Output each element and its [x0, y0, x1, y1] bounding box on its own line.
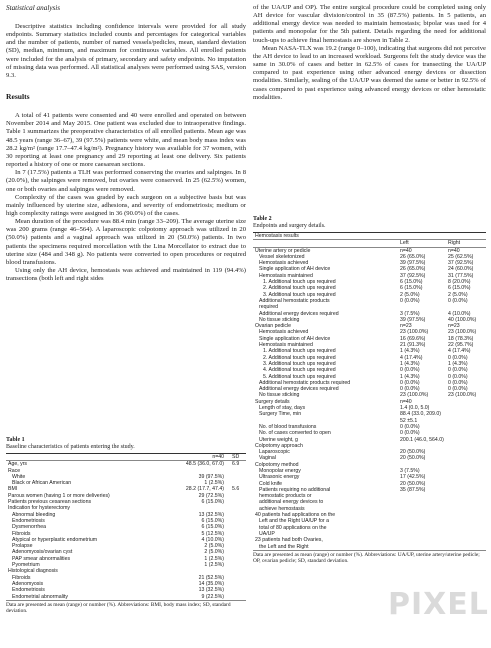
results-paragraph-4: Mean duration of the procedure was 88.4 min (range 33–209). The average uterine size was 200 grams (range 46–564). A laparoscopic colpotomy approach was utilized in 20 (50.0%) patients and a vaginal approach was utilized in 20 (50.0%) patients. In two patients the specimens required morcellation with the Lina Morcellator to extract due to uterine size (484 and 348 g). No patients were converted to open procedures or required blood transfusions. [6, 218, 246, 266]
results-paragraph-5: Using only the AH device, hemostasis was achieved and maintained in 119 (94.4%) transections (both left and right sides [6, 267, 246, 283]
cell-value: 6 (15.0%) [400, 285, 423, 292]
row-label: Race [8, 467, 21, 474]
table-bottom-rule [6, 600, 246, 601]
header-n: n=40 [172, 454, 232, 461]
row-label: Uterine weight, g [259, 436, 298, 443]
row-label: 5. Additional touch ups required [263, 373, 336, 380]
cell-value: 18 (78.3%) [448, 335, 474, 342]
row-label: Length of stay, days [259, 405, 306, 412]
cell-value: 0 (0.0%) [400, 379, 420, 386]
row-label: Prolapse [12, 543, 33, 550]
cell-value: 0 (0.0%) [448, 367, 468, 374]
row-label: No tissue sticking [259, 316, 300, 323]
cell-value: 0 (0.0%) [400, 430, 420, 437]
results-heading: Results [6, 92, 30, 102]
row-label: Surgery details [255, 398, 290, 405]
cell-value: 39 (97.5%) [400, 316, 426, 323]
row-label: Additional hemostatic products [259, 297, 330, 304]
cell-value: 0 (0.0%) [400, 367, 420, 374]
cell-value: 5 (12.5%) [201, 530, 224, 537]
row-label: Endometriosis [12, 587, 45, 594]
cell-value: 31 (77.5%) [448, 272, 474, 279]
cell-value: 14 (35.0%) [198, 580, 224, 587]
baseline-table-grid [6, 454, 246, 600]
left-column [6, 4, 246, 283]
cell-value: 35 (87.5%) [400, 486, 426, 493]
cell-value: 6 (15.0%) [201, 517, 224, 524]
table-row [6, 461, 246, 468]
cell-value: 1.4 (0.0, 5.0) [400, 405, 430, 412]
row-label: No tissue sticking [259, 392, 300, 399]
header-sd: SD [232, 454, 246, 461]
row-label: Pyometrium [12, 562, 40, 569]
row-label: White [12, 473, 26, 480]
cell-value: 1 (4.3%) [400, 360, 420, 367]
cell-value: 2 (5.0%) [448, 291, 468, 298]
header-left: Left [400, 240, 448, 247]
cell-value: 0 (0.0%) [400, 297, 420, 304]
table-header-row [253, 240, 486, 247]
cell-value: 6.9 [232, 461, 240, 468]
endpoints-table-grid [253, 233, 486, 550]
row-label: Parous women (having 1 or more deliveries) [8, 492, 110, 499]
row-label: required [259, 304, 279, 311]
row-label: Black or African American [12, 480, 72, 487]
cell-value: 48.5 (36.0, 67.0) [185, 461, 224, 468]
row-label: Abnormal bleeding [12, 511, 56, 518]
row-label: Surgery Time, min [259, 411, 302, 418]
cell-value: 37 (92.5%) [400, 272, 426, 279]
cell-value: 39 (97.5%) [400, 260, 426, 267]
row-label: Monopolar energy [259, 467, 301, 474]
table-caption [253, 216, 486, 230]
cell-value: 88.4 (33.0, 209.0) [400, 411, 441, 418]
cell-value: 5.6 [232, 486, 240, 493]
results-continued-paragraph-2: Mean NASA-TLX was 19.2 (range 0–100), indicating that surgeons did not perceive the AH device to lead to an increased workload. Surgeons felt the study device was the same in 30.0% of cases and better in 62.5% of cases for transecting the UA/UP compared to past experience using other advanced energy devices or dissection modalities. Similarly, sealing of the UA/UP was deemed the same or better in 92.5% of cases compared to past experience using advanced energy devices or other hemostatic modalities. [253, 44, 486, 101]
row-label: Fibroids [12, 574, 31, 581]
row-label: 23 patients had both Ovaries, [255, 537, 323, 544]
cell-value: n=40 [448, 247, 460, 254]
cell-value: 3 (7.5%) [400, 310, 420, 317]
row-label: Single application of AH device [259, 266, 331, 273]
cell-value: 6 (15.0%) [201, 499, 224, 506]
cell-value: 20 (50.0%) [400, 449, 426, 456]
cell-value: 13 (32.5%) [198, 511, 224, 518]
cell-value: 1 (4.3%) [448, 360, 468, 367]
row-label: Hemostasis maintained [259, 342, 313, 349]
row-label: Adenomyosis [12, 580, 44, 587]
cell-value: 3 (7.5%) [400, 467, 420, 474]
row-label: Left and the Right UA/UP for a [259, 518, 329, 525]
cell-value: 23 (100.0%) [400, 329, 429, 336]
row-label: Colpotomy approach [255, 442, 303, 449]
cell-value: n=23 [400, 323, 412, 330]
cell-value: 0 (0.0%) [400, 423, 420, 430]
cell-value: 23 (100.0%) [448, 392, 477, 399]
cell-value: 1 (2.5%) [204, 555, 224, 562]
row-label: additional energy devices to [259, 499, 324, 506]
cell-value: 6 (15.0%) [448, 285, 471, 292]
row-label: 4. Additional touch ups required [263, 367, 336, 374]
cell-value: 8 (20.0%) [448, 279, 471, 286]
table-title: Endpoints and surgery details. [253, 223, 326, 229]
row-label: Cold knife [259, 480, 283, 487]
row-label: Laparoscopic [259, 449, 290, 456]
row-label: UA/UP [259, 530, 275, 537]
row-label: the Left and the Right [259, 543, 309, 550]
statistical-analysis-heading: Statistical analysis [6, 4, 61, 12]
row-label: Endometrial abnormality [12, 593, 68, 600]
table-footnote: Data are presented as mean (range) or number (%). Abbreviations: UA/UP, uterine artery/uterine pedicle; OP, ovarian pedicle; SD, standard deviation. [253, 551, 480, 565]
row-label: Vessel skeletonized [259, 253, 305, 260]
results-paragraph-3: Complexity of the cases was graded by each surgeon on a subjective basis but was mainly influenced by uterine size, adhesions, and severity of endometriosis; medium or high complexity ratings were assigned in 36 (90.0%) of the cases. [6, 193, 246, 217]
cell-value: 1 (2.5%) [204, 562, 224, 569]
table-group-header-row [253, 233, 486, 240]
cell-value: 2 (5.0%) [204, 549, 224, 556]
row-label: 1. Additional touch ups required [263, 348, 336, 355]
cell-value: 26 (65.0%) [400, 253, 426, 260]
table-row [253, 247, 486, 254]
row-label: Colpotomy method [255, 461, 299, 468]
cell-value: 4 (17.4%) [448, 348, 471, 355]
cell-value: 40 (100.0%) [448, 316, 477, 323]
right-column [253, 4, 486, 102]
table-number: Table 1 [6, 437, 25, 443]
cell-value: 25 (62.5%) [448, 253, 474, 260]
row-label: Uterine artery or pedicle [255, 247, 311, 254]
row-label: achieve hemostasis [259, 505, 305, 512]
row-label: Single application of AH device [259, 335, 331, 342]
row-label: BMI [8, 486, 18, 493]
row-label: Dysmenorrhea [12, 524, 47, 531]
endpoints-surgery-table [253, 216, 486, 564]
cell-value: 1 (2.5%) [204, 480, 224, 487]
row-label: Histological diagnosis [8, 568, 58, 575]
cell-value: 1 (4.3%) [400, 373, 420, 380]
row-label: Hemostasis maintained [259, 272, 313, 279]
cell-value: 0 (0.0%) [448, 354, 468, 361]
row-label: 3. Additional touch ups required [263, 291, 336, 298]
row-label: 2. Additional touch ups required [263, 285, 336, 292]
row-label: Hemostasis achieved [259, 329, 309, 336]
watermark-logo: PIXEL [388, 587, 489, 622]
cell-value: 28.2 (17.7, 47.4) [185, 486, 224, 493]
results-paragraph-2: In 7 (17.5%) patients a TLH was performed conserving the ovaries and salpinges. In 8 (20.0%), the salpinges were removed, but ovaries were conserved. In 25 (62.5%) women, one or both ovaries and salpinges were removed. [6, 169, 246, 193]
cell-value: 13 (32.5%) [198, 587, 224, 594]
cell-value: 0 (0.0%) [448, 297, 468, 304]
cell-value: 0 (0.0%) [448, 373, 468, 380]
row-label: Indication for hysterectomy [8, 505, 70, 512]
table-title: Baseline characteristics of patients entering the study. [6, 444, 135, 450]
table-bottom-rule [253, 550, 486, 551]
cell-value: 4 (10.0%) [448, 310, 471, 317]
cell-value: 20 (50.0%) [400, 455, 426, 462]
row-label: Ovarian pedicle [255, 323, 292, 330]
row-label: Additional energy devices required [259, 386, 339, 393]
table-footnote: Data are presented as mean (range) or number (%). Abbreviations: BMI, body mass index; SD, standard deviation. [6, 601, 231, 615]
row-label: PAP smear abnormalities [12, 555, 71, 562]
results-paragraph-1: A total of 41 patients were consented and 40 were enrolled and operated on between November 2014 and May 2015. One patient was excluded due to intraoperative findings. Table 1 summarizes the preoperative characteristics of all enrolled patients. Mean age was 48.5 years (range 36–67), 39 (97.5%) patients were white, and mean body mass index was 28.2 kg/m² (range 17.7–47.4 kg/m²). Pregnancy history was available for 37 women, with 30 reporting at least one pregnancy and 29 reporting at least one delivery. Six patients reported a history of one or more caesarean sections. [6, 112, 246, 169]
table-caption [6, 437, 246, 451]
cell-value: 200.1 (46.0, 564.0) [400, 436, 444, 443]
cell-value: 37 (92.5%) [448, 260, 474, 267]
row-label: Additional hemostatic products required [259, 379, 351, 386]
cell-value: 20 (50.0%) [400, 480, 426, 487]
group-header: Hemostasis results [253, 233, 400, 240]
header-right: Right [448, 240, 486, 247]
cell-value: 24 (60.0%) [448, 266, 474, 273]
row-label: 40 patients had applications on the [255, 512, 336, 519]
cell-value: 9 (22.5%) [201, 593, 224, 600]
row-label: total of 80 applications on the [259, 524, 327, 531]
row-label: Patients requiring no additional [259, 486, 331, 493]
cell-value: 6 (15.0%) [400, 279, 423, 286]
row-label: Endometriosis [12, 517, 45, 524]
cell-value: 4 (17.4%) [400, 354, 423, 361]
cell-value: 4 (10.0%) [201, 536, 224, 543]
row-label: Atypical or hyperplastic endometrium [12, 536, 98, 543]
row-label: hemostatic products or [259, 493, 312, 500]
cell-value: 2 (5.0%) [400, 291, 420, 298]
row-label: Additional energy devices required [259, 310, 339, 317]
cell-value: 39 (97.5%) [198, 473, 224, 480]
row-label: No. of blood transfusions [259, 423, 317, 430]
row-label: Ultrasonic energy [259, 474, 300, 481]
statistical-analysis-paragraph: Descriptive statistics including confidence intervals were provided for all study endpoints. Summary statistics included counts and percentages for categorical variables and the number of patients, number of named vessels/pedicles, mean, standard deviation (SD), median, minimum, and maximum for continuous variables. All enrolled patients were included for the analysis of primary, secondary and safety endpoints. No imputation of missing data was performed. All statistical analyses were performed using SAS, version 9.3. [6, 23, 246, 79]
row-label: Adenomyosis/ovarian cyst [12, 549, 73, 556]
cell-value: 0 (0.0%) [400, 386, 420, 393]
cell-value: 17 (42.5%) [400, 474, 426, 481]
cell-value: 16 (69.6%) [400, 335, 426, 342]
cell-value: 29 (72.5%) [198, 492, 224, 499]
row-label: 2. Additional touch ups required [263, 354, 336, 361]
cell-value: 26 (65.0%) [400, 266, 426, 273]
row-label: 3. Additional touch ups required [263, 360, 336, 367]
row-label: No. of cases converted to open [259, 430, 331, 437]
cell-value: 2 (5.0%) [204, 543, 224, 550]
cell-value: 52 ±5.1 [400, 417, 418, 424]
cell-value: 1 (4.3%) [400, 348, 420, 355]
row-label: 1. Additional touch ups required [263, 279, 336, 286]
row-label: Age, yrs [8, 461, 28, 468]
table-header-row [6, 454, 246, 461]
cell-value: 21 (52.5%) [198, 574, 224, 581]
row-label: Hemostasis achieved [259, 260, 309, 267]
cell-value: 6 (15.0%) [201, 524, 224, 531]
cell-value: 0 (0.0%) [448, 379, 468, 386]
table-number: Table 2 [253, 216, 272, 222]
row-label: Vaginal [259, 455, 276, 462]
results-continued-paragraph-1: of the UA/UP and OP). The entire surgical procedure could be completed using only AH device for vascular division/control in 35 (87.5%) patients. In 5 patients, an additional energy device was needed to maintain hemostasis; bipolar was used for 4 patients and monopolar for the 5th patient. Details regarding the need for additional touch-ups to achieve final hemostasis are shown in Table 2. [253, 4, 486, 44]
row-label: Patients previous cesarean sections [8, 499, 92, 506]
cell-value: 23 (100.0%) [448, 329, 477, 336]
cell-value: 21 (91.3%) [400, 342, 426, 349]
baseline-characteristics-table [6, 437, 246, 614]
row-label: Fibroids [12, 530, 31, 537]
cell-value: 23 (100.0%) [400, 392, 429, 399]
cell-value: n=40 [400, 398, 412, 405]
cell-value: n=40 [400, 247, 412, 254]
cell-value: n=23 [448, 323, 460, 330]
cell-value: 0 (0.0%) [448, 386, 468, 393]
cell-value: 22 (95.7%) [448, 342, 474, 349]
